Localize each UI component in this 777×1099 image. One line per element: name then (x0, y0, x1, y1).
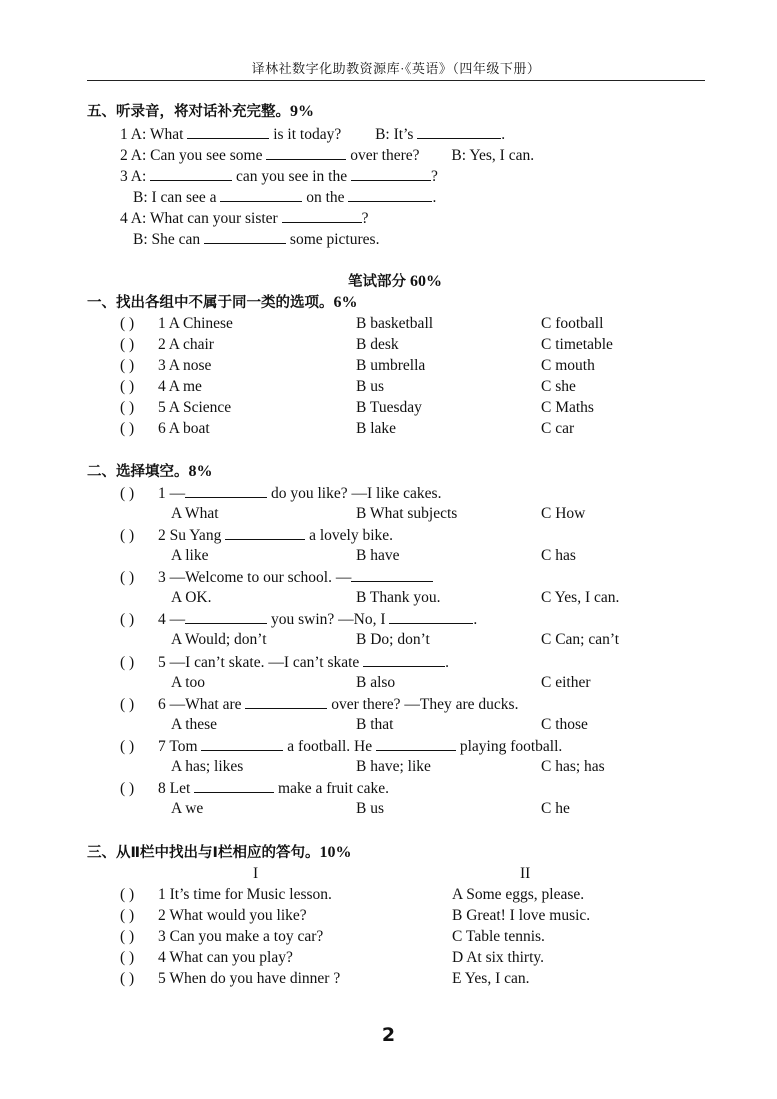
section-title-matching: 三、从Ⅱ栏中找出与Ⅰ栏相应的答句。10% (87, 844, 352, 861)
question: ( ) 4 — you swin? —No, I . (120, 611, 478, 628)
question: ( ) 8 Let make a fruit cake. (120, 780, 390, 797)
list-item-option: B us (356, 378, 384, 395)
list-item-option: B basketball (356, 315, 434, 332)
option: A Would; don’t (171, 631, 267, 648)
option: C Yes, I can. (541, 589, 620, 606)
match-answer: D At six thirty. (452, 949, 545, 966)
list-item-option: B Tuesday (356, 399, 422, 416)
listening-line-4: B: I can see a on the . (133, 189, 437, 206)
column-header-ii: II (520, 865, 531, 882)
listening-line-6: B: She can some pictures. (133, 231, 380, 248)
option: B also (356, 674, 396, 691)
option: C those (541, 716, 588, 733)
list-item-option: B umbrella (356, 357, 426, 374)
section-title-odd-one-out: 一、找出各组中不属于同一类的选项。6% (87, 294, 358, 311)
match-answer: B Great! I love music. (452, 907, 591, 924)
question: ( ) 5 —I can’t skate. —I can’t skate . (120, 654, 450, 671)
option: B What subjects (356, 505, 458, 522)
list-item-option: C timetable (541, 336, 613, 353)
option: C has; has (541, 758, 605, 775)
match-question: ( ) 4 What can you play? (120, 949, 293, 966)
page-header: 译林社数字化助教资源库·《英语》（四年级下册） (251, 61, 541, 76)
option: B have; like (356, 758, 431, 775)
listening-line-3: 3 A: can you see in the ? (120, 168, 438, 185)
option: A like (171, 547, 209, 564)
list-item-option: C football (541, 315, 604, 332)
option: A these (171, 716, 218, 733)
option: B Thank you. (356, 589, 441, 606)
list-item: ( ) 2 A chair (120, 336, 214, 353)
match-answer: C Table tennis. (452, 928, 545, 945)
option: B Do; don’t (356, 631, 430, 648)
list-item-option: C she (541, 378, 576, 395)
list-item: ( ) 5 A Science (120, 399, 232, 416)
question: ( ) 6 —What are over there? —They are ducks. (120, 696, 519, 713)
section-title-listening: 五、听录音，将对话补充完整。9% (87, 103, 314, 120)
question: ( ) 2 Su Yang a lovely bike. (120, 527, 394, 544)
option: C How (541, 505, 586, 522)
option: A too (171, 674, 206, 691)
list-item: ( ) 6 A boat (120, 420, 210, 437)
option: A we (171, 800, 204, 817)
option: A OK. (171, 589, 212, 606)
list-item: ( ) 3 A nose (120, 357, 212, 374)
page-number: 2 (381, 1024, 396, 1046)
written-part-heading: 笔试部分 60% (348, 273, 442, 290)
question: ( ) 7 Tom a football. He playing football. (120, 738, 563, 755)
question: ( ) 1 — do you like? —I like cakes. (120, 485, 442, 502)
question: ( ) 3 —Welcome to our school. — (120, 567, 433, 588)
option: B us (356, 800, 384, 817)
listening-line-2: 2 A: Can you see some over there? B: Yes, I can. (120, 147, 535, 164)
option: C Can; can’t (541, 631, 620, 648)
header-divider (87, 80, 705, 81)
option: C he (541, 800, 570, 817)
listening-line-1: 1 A: What is it today? B: It’s . (120, 126, 506, 143)
list-item: ( ) 1 A Chinese (120, 315, 233, 332)
section-title-multiple-choice: 二、选择填空。8% (87, 463, 213, 480)
list-item-option: C car (541, 420, 575, 437)
option: B have (356, 547, 400, 564)
match-question: ( ) 5 When do you have dinner ? (120, 970, 341, 987)
match-question: ( ) 1 It’s time for Music lesson. (120, 886, 332, 903)
match-question: ( ) 3 Can you make a toy car? (120, 928, 324, 945)
option: C has (541, 547, 576, 564)
match-answer: E Yes, I can. (452, 970, 530, 987)
listening-line-5: 4 A: What can your sister ? (120, 210, 369, 227)
list-item: ( ) 4 A me (120, 378, 202, 395)
list-item-option: C mouth (541, 357, 595, 374)
option: C either (541, 674, 591, 691)
column-header-i: I (253, 865, 259, 882)
option: A has; likes (171, 758, 244, 775)
option: A What (171, 505, 219, 522)
list-item-option: B lake (356, 420, 397, 437)
option: B that (356, 716, 394, 733)
match-answer: A Some eggs, please. (452, 886, 585, 903)
list-item-option: C Maths (541, 399, 594, 416)
list-item-option: B desk (356, 336, 399, 353)
match-question: ( ) 2 What would you like? (120, 907, 307, 924)
